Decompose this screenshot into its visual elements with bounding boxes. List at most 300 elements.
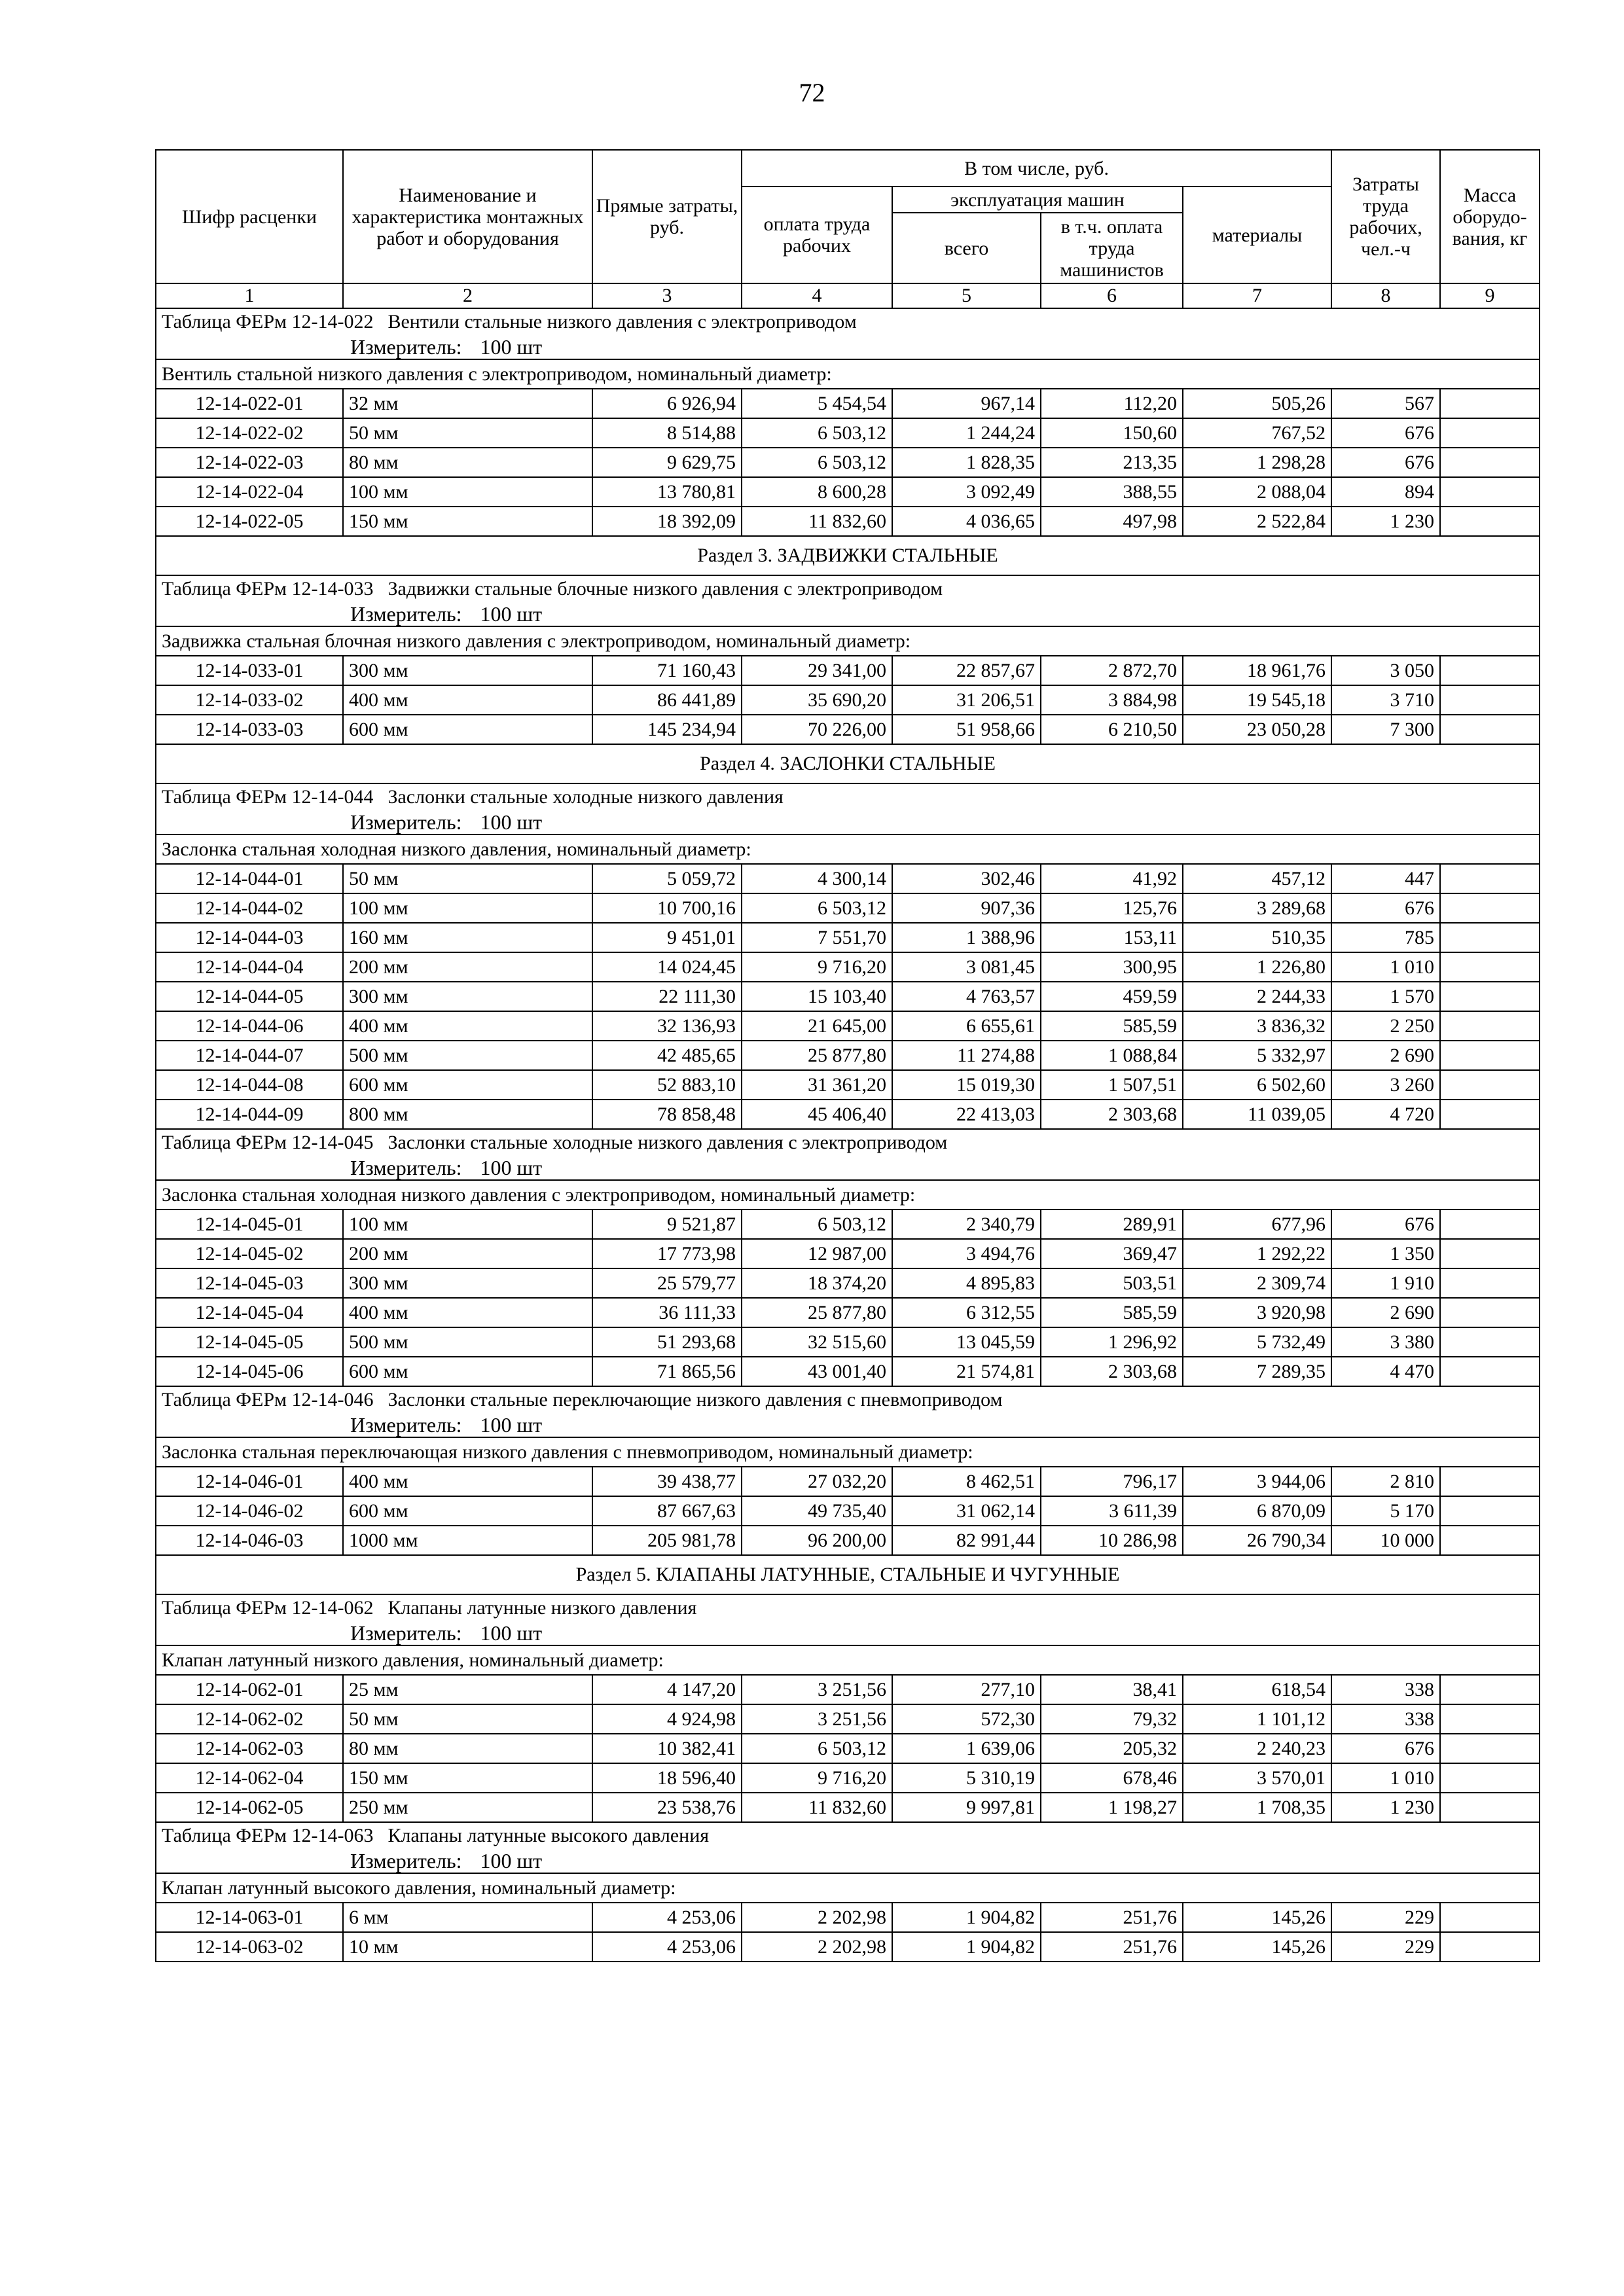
rate-code: 12-14-062-04 xyxy=(156,1763,343,1793)
materials: 618,54 xyxy=(1183,1675,1331,1704)
worker-pay: 70 226,00 xyxy=(742,715,892,744)
machines-total: 21 574,81 xyxy=(892,1357,1041,1386)
table-row xyxy=(156,685,1540,715)
machines-total: 302,46 xyxy=(892,864,1041,893)
table-row xyxy=(156,1239,1540,1268)
labor-hours: 1 350 xyxy=(1331,1239,1440,1268)
labor-hours: 3 710 xyxy=(1331,685,1440,715)
unit-value: 100 шт xyxy=(480,810,543,834)
table-row xyxy=(156,1327,1540,1357)
machines-total: 3 081,45 xyxy=(892,952,1041,982)
machinist-pay: 678,46 xyxy=(1041,1763,1183,1793)
equipment-mass xyxy=(1440,893,1540,923)
table-title-name: Заслонки стальные холодные низкого давления с электроприводом xyxy=(388,1132,948,1153)
item-size: 50 мм xyxy=(343,1704,592,1734)
header-number: 5 xyxy=(892,283,1041,308)
materials: 3 289,68 xyxy=(1183,893,1331,923)
rate-code: 12-14-044-03 xyxy=(156,923,343,952)
header-number: 1 xyxy=(156,283,343,308)
worker-pay: 27 032,20 xyxy=(742,1467,892,1496)
header-machinist-pay: в т.ч. оплата труда машинистов xyxy=(1041,213,1183,283)
labor-hours: 785 xyxy=(1331,923,1440,952)
machines-total: 31 062,14 xyxy=(892,1496,1041,1526)
table-header xyxy=(156,150,1540,308)
labor-hours: 1 230 xyxy=(1331,507,1440,536)
machinist-pay: 153,11 xyxy=(1041,923,1183,952)
header-worker-pay: оплата труда рабочих xyxy=(742,187,892,283)
table-title xyxy=(162,1387,1534,1413)
table-row xyxy=(156,952,1540,982)
worker-pay: 96 200,00 xyxy=(742,1526,892,1555)
worker-pay: 49 735,40 xyxy=(742,1496,892,1526)
unit-label: Измеритель: xyxy=(350,602,462,626)
worker-pay: 2 202,98 xyxy=(742,1903,892,1932)
table-row xyxy=(156,1357,1540,1386)
machinist-pay: 503,51 xyxy=(1041,1268,1183,1298)
table-row xyxy=(156,715,1540,744)
direct-costs: 87 667,63 xyxy=(592,1496,742,1526)
equipment-mass xyxy=(1440,477,1540,507)
machinist-pay: 585,59 xyxy=(1041,1298,1183,1327)
section-title: Раздел 5. КЛАПАНЫ ЛАТУННЫЕ, СТАЛЬНЫЕ И ЧУГУННЫЕ xyxy=(156,1555,1540,1594)
table-title-cell xyxy=(156,783,1540,834)
labor-hours: 1 010 xyxy=(1331,952,1440,982)
table-row xyxy=(156,1734,1540,1763)
equipment-mass xyxy=(1440,923,1540,952)
table-row xyxy=(156,1903,1540,1932)
table-row xyxy=(156,656,1540,685)
direct-costs: 18 596,40 xyxy=(592,1763,742,1793)
item-size: 500 мм xyxy=(343,1327,592,1357)
machinist-pay: 1 198,27 xyxy=(1041,1793,1183,1822)
item-size: 800 мм xyxy=(343,1100,592,1129)
materials: 457,12 xyxy=(1183,864,1331,893)
machinist-pay: 2 303,68 xyxy=(1041,1100,1183,1129)
table-title-name: Заслонки стальные переключающие низкого давления с пневмоприводом xyxy=(388,1389,1003,1410)
equipment-mass xyxy=(1440,715,1540,744)
unit-value: 100 шт xyxy=(480,1156,543,1179)
unit-value: 100 шт xyxy=(480,602,543,626)
item-description: Вентиль стальной низкого давления с электроприводом, номинальный диаметр: xyxy=(156,359,1540,389)
direct-costs: 32 136,93 xyxy=(592,1011,742,1041)
machines-total: 4 036,65 xyxy=(892,507,1041,536)
rate-code: 12-14-022-05 xyxy=(156,507,343,536)
rate-code: 12-14-062-05 xyxy=(156,1793,343,1822)
direct-costs: 17 773,98 xyxy=(592,1239,742,1268)
unit-label: Измеритель: xyxy=(350,1413,462,1437)
machinist-pay: 3 611,39 xyxy=(1041,1496,1183,1526)
machines-total: 22 857,67 xyxy=(892,656,1041,685)
item-size: 160 мм xyxy=(343,923,592,952)
materials: 767,52 xyxy=(1183,418,1331,448)
table-title-name: Задвижки стальные блочные низкого давления с электроприводом xyxy=(388,578,943,600)
header-materials: материалы xyxy=(1183,187,1331,283)
item-size: 600 мм xyxy=(343,1357,592,1386)
direct-costs: 6 926,94 xyxy=(592,389,742,418)
rate-code: 12-14-045-03 xyxy=(156,1268,343,1298)
labor-hours: 676 xyxy=(1331,893,1440,923)
equipment-mass xyxy=(1440,1070,1540,1100)
table-title-row xyxy=(156,308,1540,359)
direct-costs: 10 700,16 xyxy=(592,893,742,923)
unit-value: 100 шт xyxy=(480,1849,543,1873)
item-description: Клапан латунный высокого давления, номинальный диаметр: xyxy=(156,1873,1540,1903)
header-code: Шифр расценки xyxy=(156,150,343,283)
machines-total: 572,30 xyxy=(892,1704,1041,1734)
labor-hours: 894 xyxy=(1331,477,1440,507)
worker-pay: 25 877,80 xyxy=(742,1298,892,1327)
materials: 5 732,49 xyxy=(1183,1327,1331,1357)
item-description: Задвижка стальная блочная низкого давления с электроприводом, номинальный диаметр: xyxy=(156,626,1540,656)
rate-code: 12-14-033-03 xyxy=(156,715,343,744)
equipment-mass xyxy=(1440,1467,1540,1496)
machinist-pay: 2 303,68 xyxy=(1041,1357,1183,1386)
table-row xyxy=(156,1932,1540,1962)
table-title-row xyxy=(156,575,1540,626)
direct-costs: 9 451,01 xyxy=(592,923,742,952)
direct-costs: 22 111,30 xyxy=(592,982,742,1011)
table-title-row xyxy=(156,1129,1540,1180)
rate-code: 12-14-044-07 xyxy=(156,1041,343,1070)
equipment-mass xyxy=(1440,389,1540,418)
materials: 2 240,23 xyxy=(1183,1734,1331,1763)
machines-total: 1 904,82 xyxy=(892,1903,1041,1932)
unit-label: Измеритель: xyxy=(350,335,462,359)
labor-hours: 338 xyxy=(1331,1675,1440,1704)
rate-code: 12-14-044-09 xyxy=(156,1100,343,1129)
item-size: 400 мм xyxy=(343,1298,592,1327)
rate-code: 12-14-045-06 xyxy=(156,1357,343,1386)
equipment-mass xyxy=(1440,1011,1540,1041)
equipment-mass xyxy=(1440,1734,1540,1763)
worker-pay: 9 716,20 xyxy=(742,952,892,982)
rate-code: 12-14-046-03 xyxy=(156,1526,343,1555)
materials: 510,35 xyxy=(1183,923,1331,952)
section-title: Раздел 4. ЗАСЛОНКИ СТАЛЬНЫЕ xyxy=(156,744,1540,783)
materials: 6 870,09 xyxy=(1183,1496,1331,1526)
item-size: 400 мм xyxy=(343,1011,592,1041)
direct-costs: 5 059,72 xyxy=(592,864,742,893)
materials: 3 570,01 xyxy=(1183,1763,1331,1793)
worker-pay: 35 690,20 xyxy=(742,685,892,715)
equipment-mass xyxy=(1440,1239,1540,1268)
labor-hours: 4 470 xyxy=(1331,1357,1440,1386)
worker-pay: 11 832,60 xyxy=(742,507,892,536)
unit-label: Измеритель: xyxy=(350,1621,462,1645)
machines-total: 6 312,55 xyxy=(892,1298,1041,1327)
table-unit xyxy=(162,1413,1534,1437)
labor-hours: 676 xyxy=(1331,448,1440,477)
rate-code: 12-14-062-02 xyxy=(156,1704,343,1734)
worker-pay: 5 454,54 xyxy=(742,389,892,418)
header-number: 4 xyxy=(742,283,892,308)
rate-code: 12-14-045-05 xyxy=(156,1327,343,1357)
machinist-pay: 796,17 xyxy=(1041,1467,1183,1496)
item-description: Клапан латунный низкого давления, номинальный диаметр: xyxy=(156,1645,1540,1675)
labor-hours: 5 170 xyxy=(1331,1496,1440,1526)
materials: 18 961,76 xyxy=(1183,656,1331,685)
machinist-pay: 79,32 xyxy=(1041,1704,1183,1734)
labor-hours: 1 230 xyxy=(1331,1793,1440,1822)
machines-total: 1 639,06 xyxy=(892,1734,1041,1763)
rate-code: 12-14-044-04 xyxy=(156,952,343,982)
header-number: 7 xyxy=(1183,283,1331,308)
section-row xyxy=(156,744,1540,783)
direct-costs: 78 858,48 xyxy=(592,1100,742,1129)
table-title-label: Таблица ФЕРм 12-14-044 xyxy=(162,786,374,808)
direct-costs: 9 629,75 xyxy=(592,448,742,477)
labor-hours: 567 xyxy=(1331,389,1440,418)
equipment-mass xyxy=(1440,1496,1540,1526)
equipment-mass xyxy=(1440,1932,1540,1962)
table-title xyxy=(162,309,1534,335)
labor-hours: 1 570 xyxy=(1331,982,1440,1011)
header-equipment-mass: Масса оборудо-вания, кг xyxy=(1440,150,1540,283)
description-row xyxy=(156,834,1540,864)
table-row xyxy=(156,477,1540,507)
worker-pay: 11 832,60 xyxy=(742,1793,892,1822)
equipment-mass xyxy=(1440,685,1540,715)
equipment-mass xyxy=(1440,982,1540,1011)
section-title: Раздел 3. ЗАДВИЖКИ СТАЛЬНЫЕ xyxy=(156,536,1540,575)
machines-total: 11 274,88 xyxy=(892,1041,1041,1070)
item-description: Заслонка стальная холодная низкого давления с электроприводом, номинальный диаметр: xyxy=(156,1180,1540,1210)
labor-hours: 676 xyxy=(1331,1734,1440,1763)
machines-total: 967,14 xyxy=(892,389,1041,418)
direct-costs: 4 253,06 xyxy=(592,1932,742,1962)
unit-label: Измеритель: xyxy=(350,1156,462,1179)
rate-code: 12-14-044-06 xyxy=(156,1011,343,1041)
direct-costs: 42 485,65 xyxy=(592,1041,742,1070)
worker-pay: 3 251,56 xyxy=(742,1704,892,1734)
item-size: 600 мм xyxy=(343,715,592,744)
materials: 3 836,32 xyxy=(1183,1011,1331,1041)
materials: 5 332,97 xyxy=(1183,1041,1331,1070)
worker-pay: 45 406,40 xyxy=(742,1100,892,1129)
materials: 145,26 xyxy=(1183,1903,1331,1932)
item-size: 100 мм xyxy=(343,893,592,923)
machinist-pay: 6 210,50 xyxy=(1041,715,1183,744)
table-row xyxy=(156,982,1540,1011)
rate-code: 12-14-045-02 xyxy=(156,1239,343,1268)
table-unit xyxy=(162,1156,1534,1179)
table-title xyxy=(162,1130,1534,1156)
machines-total: 907,36 xyxy=(892,893,1041,923)
table-title-cell xyxy=(156,575,1540,626)
rate-code: 12-14-022-03 xyxy=(156,448,343,477)
item-size: 600 мм xyxy=(343,1496,592,1526)
equipment-mass xyxy=(1440,1704,1540,1734)
equipment-mass xyxy=(1440,448,1540,477)
table-row xyxy=(156,1070,1540,1100)
worker-pay: 9 716,20 xyxy=(742,1763,892,1793)
table-title-label: Таблица ФЕРм 12-14-063 xyxy=(162,1825,374,1846)
table-title-label: Таблица ФЕРм 12-14-045 xyxy=(162,1132,374,1153)
materials: 1 292,22 xyxy=(1183,1239,1331,1268)
table-title-cell xyxy=(156,1594,1540,1645)
item-size: 200 мм xyxy=(343,1239,592,1268)
rate-code: 12-14-022-01 xyxy=(156,389,343,418)
machines-total: 5 310,19 xyxy=(892,1763,1041,1793)
equipment-mass xyxy=(1440,1041,1540,1070)
direct-costs: 39 438,77 xyxy=(592,1467,742,1496)
table-title-label: Таблица ФЕРм 12-14-033 xyxy=(162,578,374,600)
item-size: 50 мм xyxy=(343,864,592,893)
labor-hours: 1 910 xyxy=(1331,1268,1440,1298)
section-row xyxy=(156,1555,1540,1594)
item-size: 300 мм xyxy=(343,1268,592,1298)
rate-code: 12-14-044-01 xyxy=(156,864,343,893)
materials: 1 101,12 xyxy=(1183,1704,1331,1734)
direct-costs: 4 924,98 xyxy=(592,1704,742,1734)
materials: 2 244,33 xyxy=(1183,982,1331,1011)
labor-hours: 447 xyxy=(1331,864,1440,893)
equipment-mass xyxy=(1440,1357,1540,1386)
table-title-name: Клапаны латунные низкого давления xyxy=(388,1597,697,1619)
worker-pay: 3 251,56 xyxy=(742,1675,892,1704)
equipment-mass xyxy=(1440,1793,1540,1822)
unit-value: 100 шт xyxy=(480,1621,543,1645)
materials: 677,96 xyxy=(1183,1210,1331,1239)
machinist-pay: 150,60 xyxy=(1041,418,1183,448)
header-name: Наименование и характеристика монтажных работ и оборудования xyxy=(343,150,592,283)
labor-hours: 3 260 xyxy=(1331,1070,1440,1100)
table-title-row xyxy=(156,1594,1540,1645)
table-row xyxy=(156,1011,1540,1041)
worker-pay: 4 300,14 xyxy=(742,864,892,893)
machines-total: 82 991,44 xyxy=(892,1526,1041,1555)
table-row xyxy=(156,418,1540,448)
table-title xyxy=(162,784,1534,810)
equipment-mass xyxy=(1440,1903,1540,1932)
header-direct-costs: Прямые затраты, руб. xyxy=(592,150,742,283)
header-labor-costs: Затраты труда рабочих, чел.-ч xyxy=(1331,150,1440,283)
materials: 19 545,18 xyxy=(1183,685,1331,715)
table-row xyxy=(156,1041,1540,1070)
machines-total: 4 763,57 xyxy=(892,982,1041,1011)
price-table xyxy=(155,149,1540,1962)
header-number: 8 xyxy=(1331,283,1440,308)
worker-pay: 2 202,98 xyxy=(742,1932,892,1962)
labor-hours: 2 810 xyxy=(1331,1467,1440,1496)
item-size: 32 мм xyxy=(343,389,592,418)
labor-hours: 4 720 xyxy=(1331,1100,1440,1129)
machines-total: 13 045,59 xyxy=(892,1327,1041,1357)
table-title-row xyxy=(156,1386,1540,1437)
worker-pay: 6 503,12 xyxy=(742,448,892,477)
table-title-label: Таблица ФЕРм 12-14-046 xyxy=(162,1389,374,1410)
direct-costs: 51 293,68 xyxy=(592,1327,742,1357)
header-number: 6 xyxy=(1041,283,1183,308)
equipment-mass xyxy=(1440,656,1540,685)
page-number: 72 xyxy=(799,78,825,107)
rate-code: 12-14-044-05 xyxy=(156,982,343,1011)
table-row xyxy=(156,923,1540,952)
rate-code: 12-14-063-01 xyxy=(156,1903,343,1932)
table-row xyxy=(156,1763,1540,1793)
materials: 2 088,04 xyxy=(1183,477,1331,507)
direct-costs: 18 392,09 xyxy=(592,507,742,536)
labor-hours: 2 690 xyxy=(1331,1298,1440,1327)
labor-hours: 1 010 xyxy=(1331,1763,1440,1793)
worker-pay: 18 374,20 xyxy=(742,1268,892,1298)
item-size: 500 мм xyxy=(343,1041,592,1070)
description-row xyxy=(156,1645,1540,1675)
table-title-label: Таблица ФЕРм 12-14-022 xyxy=(162,311,374,332)
table-row xyxy=(156,1526,1540,1555)
machines-total: 277,10 xyxy=(892,1675,1041,1704)
machines-total: 2 340,79 xyxy=(892,1210,1041,1239)
item-size: 10 мм xyxy=(343,1932,592,1962)
worker-pay: 43 001,40 xyxy=(742,1357,892,1386)
machines-total: 51 958,66 xyxy=(892,715,1041,744)
table-row xyxy=(156,1704,1540,1734)
machinist-pay: 497,98 xyxy=(1041,507,1183,536)
worker-pay: 12 987,00 xyxy=(742,1239,892,1268)
materials: 6 502,60 xyxy=(1183,1070,1331,1100)
table-row xyxy=(156,893,1540,923)
worker-pay: 6 503,12 xyxy=(742,1734,892,1763)
table-title-cell xyxy=(156,1822,1540,1873)
labor-hours: 338 xyxy=(1331,1704,1440,1734)
worker-pay: 7 551,70 xyxy=(742,923,892,952)
table-title-row xyxy=(156,783,1540,834)
labor-hours: 10 000 xyxy=(1331,1526,1440,1555)
unit-value: 100 шт xyxy=(480,335,543,359)
worker-pay: 8 600,28 xyxy=(742,477,892,507)
section-row xyxy=(156,536,1540,575)
table-title xyxy=(162,576,1534,602)
materials: 11 039,05 xyxy=(1183,1100,1331,1129)
equipment-mass xyxy=(1440,418,1540,448)
materials: 2 522,84 xyxy=(1183,507,1331,536)
machinist-pay: 585,59 xyxy=(1041,1011,1183,1041)
materials: 26 790,34 xyxy=(1183,1526,1331,1555)
labor-hours: 676 xyxy=(1331,1210,1440,1239)
worker-pay: 21 645,00 xyxy=(742,1011,892,1041)
machinist-pay: 205,32 xyxy=(1041,1734,1183,1763)
item-size: 1000 мм xyxy=(343,1526,592,1555)
rate-code: 12-14-045-04 xyxy=(156,1298,343,1327)
rate-code: 12-14-033-01 xyxy=(156,656,343,685)
machines-total: 15 019,30 xyxy=(892,1070,1041,1100)
item-size: 200 мм xyxy=(343,952,592,982)
rate-code: 12-14-044-08 xyxy=(156,1070,343,1100)
rate-code: 12-14-046-01 xyxy=(156,1467,343,1496)
description-row xyxy=(156,359,1540,389)
labor-hours: 229 xyxy=(1331,1903,1440,1932)
rate-code: 12-14-046-02 xyxy=(156,1496,343,1526)
worker-pay: 6 503,12 xyxy=(742,893,892,923)
materials: 505,26 xyxy=(1183,389,1331,418)
table-row xyxy=(156,448,1540,477)
table-title-row xyxy=(156,1822,1540,1873)
item-size: 600 мм xyxy=(343,1070,592,1100)
machinist-pay: 10 286,98 xyxy=(1041,1526,1183,1555)
table-title-label: Таблица ФЕРм 12-14-062 xyxy=(162,1597,374,1619)
direct-costs: 23 538,76 xyxy=(592,1793,742,1822)
machinist-pay: 41,92 xyxy=(1041,864,1183,893)
materials: 145,26 xyxy=(1183,1932,1331,1962)
labor-hours: 229 xyxy=(1331,1932,1440,1962)
header-number: 9 xyxy=(1440,283,1540,308)
item-size: 250 мм xyxy=(343,1793,592,1822)
direct-costs: 145 234,94 xyxy=(592,715,742,744)
direct-costs: 86 441,89 xyxy=(592,685,742,715)
rate-code: 12-14-044-02 xyxy=(156,893,343,923)
table-title-name: Вентили стальные низкого давления с электроприводом xyxy=(388,311,857,332)
description-row xyxy=(156,1437,1540,1467)
